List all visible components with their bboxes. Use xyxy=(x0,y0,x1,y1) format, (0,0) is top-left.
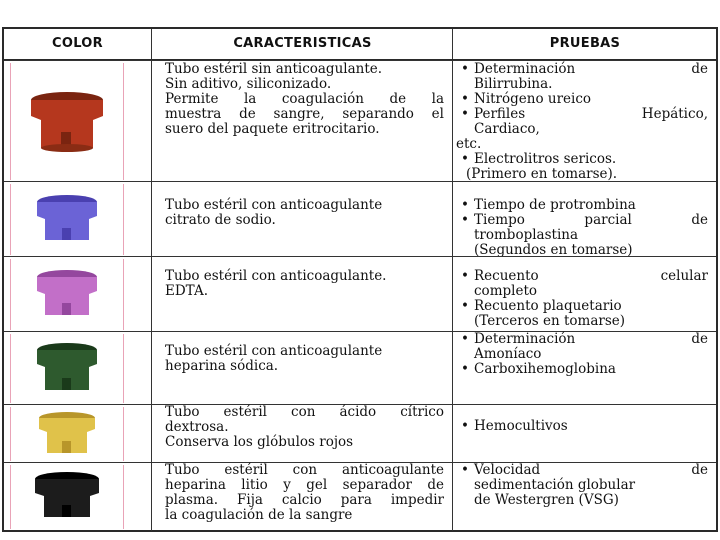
row-tests: • Determinación de Bilirrubina. • Nitrógeno ureico • Perfiles Hepático, Cardiaco, etc. • Electrolitros sericos. (Primero en tomarse). xyxy=(454,61,716,182)
row-description: Tubo estéril con anticoagulante heparina sódica. xyxy=(153,332,453,405)
row-tests: • Determinación de Amoníaco • Carboxihemoglobina xyxy=(454,332,716,405)
cap-image xyxy=(10,63,124,180)
row-tests: • Hemocultivos xyxy=(454,405,716,463)
table-row xyxy=(4,462,716,531)
row-description: Tubo estéril sin anticoagulante. Sin aditivo, siliconizado. Permite la coagulación de la muestra de sangre, separando el suero del paquete eritrocitario. xyxy=(153,61,453,182)
green-tube-cap-icon xyxy=(31,340,103,398)
row-description: Tubo estéril con anticoagulante. EDTA. xyxy=(153,257,453,332)
cap-image xyxy=(10,465,124,529)
row-tests: • Recuento celular completo • Recuento plaquetario (Terceros en tomarse) xyxy=(454,257,716,332)
header-caracteristicas: CARACTERISTICAS xyxy=(153,29,453,59)
red-tube-cap-icon xyxy=(25,88,109,156)
cap-image xyxy=(10,259,124,330)
cap-image xyxy=(10,334,124,403)
row-tests: • Tiempo de protrombina • Tiempo parcial de tromboplastina (Segundos en tomarse) xyxy=(454,182,716,257)
tubes-table xyxy=(2,27,718,532)
table-row xyxy=(4,404,716,463)
row-description: Tubo estéril con anticoagulante citrato de sodio. xyxy=(153,182,453,257)
lavender-tube-cap-icon xyxy=(31,267,103,323)
table-row xyxy=(4,181,716,257)
blue-tube-cap-icon xyxy=(31,192,103,248)
header-color: COLOR xyxy=(4,29,152,59)
cap-image xyxy=(10,407,124,461)
cap-image xyxy=(10,184,124,255)
header-pruebas: PRUEBAS xyxy=(549,36,621,51)
table-row xyxy=(4,256,716,332)
table-row xyxy=(4,60,716,182)
row-tests: • Velocidad de sedimentación globular de Westergren (VSG) xyxy=(454,463,716,531)
black-tube-cap-icon xyxy=(29,469,105,525)
row-description: Tubo estéril con ácido cítrico dextrosa. Conserva los glóbulos rojos xyxy=(153,405,453,463)
table-header xyxy=(4,29,716,61)
row-description: Tubo estéril con anticoagulante heparina litio y gel separador de plasma. Fija calcio para impedir la coagulación de la sangre xyxy=(153,463,453,531)
table-row xyxy=(4,331,716,405)
yellow-tube-cap-icon xyxy=(34,409,100,459)
